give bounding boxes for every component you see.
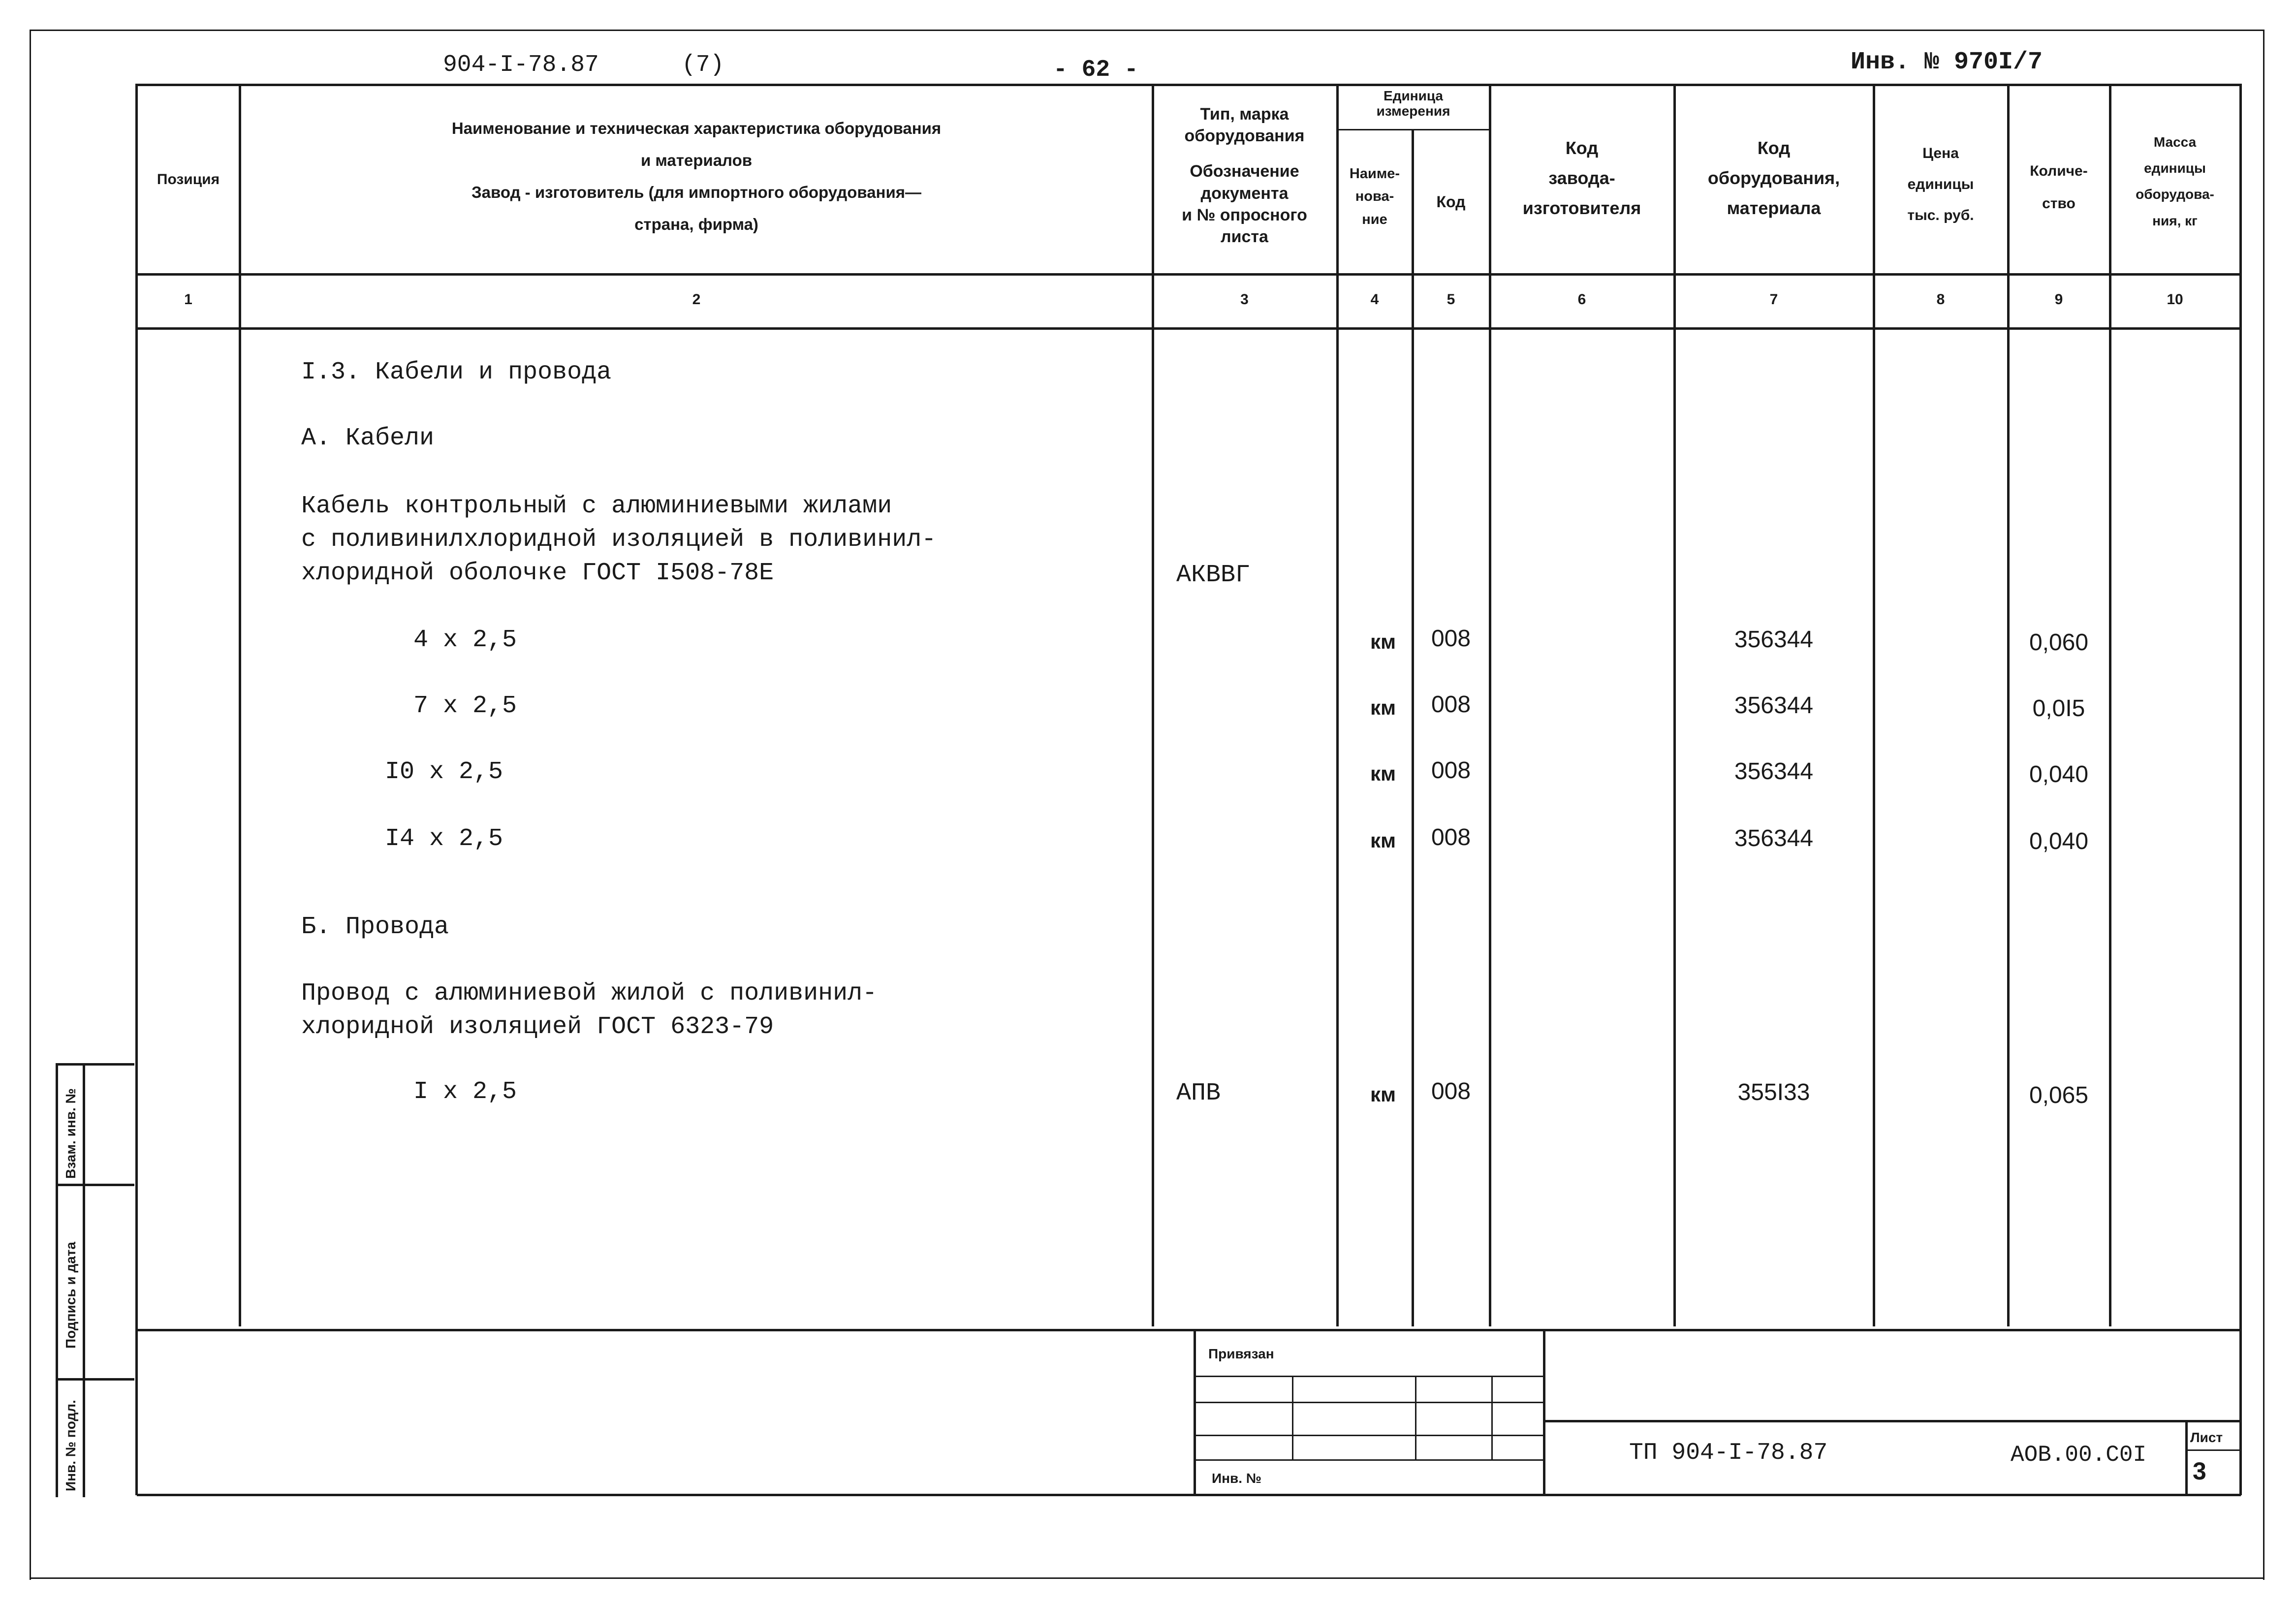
- table-row-4-unit: км: [1370, 829, 1396, 852]
- side-inv-podl-label: Инв. № подл.: [63, 1400, 78, 1491]
- top-doc-code: 904-I-78.87: [443, 52, 599, 78]
- cable-description-3: хлоридной оболочке ГОСТ I508-78Е: [301, 559, 774, 587]
- table-row-2-material-code: 356344: [1734, 692, 1814, 719]
- cable-description-2: с поливинилхлоридной изоляцией в поливинил-: [301, 526, 937, 554]
- stamp-attached-label: Привязан: [1208, 1346, 1274, 1361]
- col-num-10: 10: [2167, 291, 2183, 308]
- col-num-2: 2: [692, 291, 701, 308]
- table-row-3-unit: км: [1370, 762, 1396, 785]
- col-num-1: 1: [184, 291, 192, 308]
- col-line-3: [1336, 84, 1339, 1326]
- col-num-4: 4: [1370, 291, 1379, 308]
- table-row-1-unit-code: 008: [1431, 626, 1471, 652]
- side-strip-mid: [83, 1063, 85, 1497]
- header-separator: [137, 273, 2241, 276]
- outer-border-bottom: [30, 1577, 2264, 1579]
- subheading-wires: Б. Провода: [301, 913, 449, 941]
- table-row-5-material-code: 355I33: [1737, 1079, 1810, 1105]
- outer-border-left: [30, 30, 31, 1580]
- table-row-4-unit-code: 008: [1431, 824, 1471, 850]
- outer-border-right: [2263, 30, 2265, 1580]
- col-line-4: [1412, 130, 1414, 1326]
- side-strip-div-1: [56, 1184, 134, 1186]
- table-row-1-name: 4 x 2,5: [413, 626, 517, 654]
- stamp-inv-label: Инв. №: [1212, 1471, 1262, 1486]
- table-row-3-qty: 0,040: [2029, 761, 2089, 787]
- top-inv-label: Инв. № 970I/7: [1851, 48, 2043, 76]
- table-row-1-qty: 0,060: [2029, 629, 2089, 656]
- table-row-4-name: I4 x 2,5: [385, 825, 503, 853]
- footer-top-line: [137, 1329, 2241, 1331]
- col4-header: Наиме- нова- ние: [1349, 166, 1400, 227]
- outer-border-top: [30, 30, 2264, 31]
- stamp-left-line: [1194, 1329, 1196, 1494]
- col5-header: Код: [1436, 193, 1466, 211]
- stamp-right-line: [1543, 1329, 1545, 1494]
- col-line-5: [1489, 84, 1491, 1326]
- sheet-box-left: [2185, 1420, 2188, 1494]
- stamp-grid-line-4: [1194, 1459, 1544, 1461]
- col1-header: Позиция: [157, 171, 220, 188]
- doc-code: АОВ.00.С0I: [2011, 1442, 2147, 1468]
- wire-description-2: хлоридной изоляцией ГОСТ 6323-79: [301, 1013, 774, 1041]
- col-num-5: 5: [1447, 291, 1455, 308]
- col-num-8: 8: [1936, 291, 1945, 308]
- table-row-3-material-code: 356344: [1734, 758, 1814, 785]
- sheet-box-divider: [2185, 1449, 2240, 1451]
- col-num-6: 6: [1577, 291, 1586, 308]
- table-row-5-unit: км: [1370, 1083, 1396, 1106]
- table-row-3-unit-code: 008: [1431, 757, 1471, 784]
- cable-description-1: Кабель контрольный с алюминиевыми жилами: [301, 492, 892, 520]
- table-row-2-name: 7 x 2,5: [413, 692, 517, 720]
- unit-group-line: [1336, 129, 1489, 130]
- table-row-5-name: I x 2,5: [413, 1078, 517, 1106]
- colnum-separator: [137, 327, 2241, 330]
- doc-number: ТП 904-I-78.87: [1629, 1440, 1828, 1466]
- col-num-7: 7: [1769, 291, 1778, 308]
- col6-header: Код завода- изготовителя: [1522, 138, 1641, 219]
- table-row-4-qty: 0,040: [2029, 828, 2089, 854]
- section-heading: I.3. Кабели и провода: [301, 358, 612, 386]
- col-line-1: [239, 84, 241, 1326]
- stamp-grid-v-3: [1491, 1376, 1493, 1459]
- table-row-2-unit-code: 008: [1431, 692, 1471, 718]
- col-line-7: [1873, 84, 1875, 1326]
- table-row-4-material-code: 356344: [1734, 825, 1814, 851]
- col2-header: Наименование и техническая характеристика оборудования и материалов Завод - изготовитель (для импортного оборудования— страна, фирма): [451, 119, 942, 233]
- table-row-3-name: I0 x 2,5: [385, 758, 503, 786]
- top-sheet-part: (7): [682, 52, 724, 78]
- col10-header: Масса единицы оборудова- ния, кг: [2136, 134, 2214, 228]
- table-row-1-material-code: 356344: [1734, 627, 1814, 653]
- side-strip-top: [56, 1063, 134, 1066]
- title-block-top: [1545, 1420, 2240, 1422]
- table-row-5-qty: 0,065: [2029, 1082, 2089, 1108]
- table-row-5-unit-code: 008: [1431, 1078, 1471, 1104]
- side-strip-div-2: [56, 1378, 134, 1381]
- col-num-3: 3: [1240, 291, 1249, 308]
- sheet-label: Лист: [2190, 1430, 2223, 1445]
- frame-right: [2239, 84, 2242, 1495]
- wire-type: АПВ: [1176, 1079, 1221, 1107]
- table-row-2-qty: 0,0I5: [2032, 695, 2085, 722]
- cable-type: АКВВГ: [1176, 561, 1251, 589]
- stamp-grid-v-2: [1415, 1376, 1416, 1459]
- unit-group-header: Единица измерения: [1376, 88, 1450, 119]
- subheading-cables: А. Кабели: [301, 424, 435, 452]
- col3-header: Тип, марка оборудования Обозначение документа и № опросного листа: [1182, 105, 1307, 246]
- stamp-grid-v-1: [1292, 1376, 1293, 1459]
- col-line-9: [2109, 84, 2111, 1326]
- side-vzam-label: Взам. инв. №: [63, 1088, 78, 1179]
- wire-description-1: Провод с алюминиевой жилой с поливинил-: [301, 979, 878, 1007]
- sheet-number: 3: [2193, 1457, 2206, 1485]
- col9-header: Количе- ство: [2030, 163, 2088, 212]
- side-strip-left: [56, 1063, 58, 1497]
- side-podpis-label: Подпись и дата: [63, 1242, 78, 1349]
- frame-bottom: [137, 1494, 2241, 1496]
- col7-header: Код оборудования, материала: [1707, 138, 1840, 219]
- table-row-1-unit: км: [1370, 630, 1396, 653]
- table-row-2-unit: км: [1370, 696, 1396, 719]
- top-page-number: - 62 -: [1053, 57, 1138, 83]
- col-num-9: 9: [2054, 291, 2063, 308]
- table-top-line: [137, 84, 2241, 86]
- col-line-2: [1152, 84, 1154, 1326]
- col8-header: Цена единицы тыс. руб.: [1907, 145, 1974, 223]
